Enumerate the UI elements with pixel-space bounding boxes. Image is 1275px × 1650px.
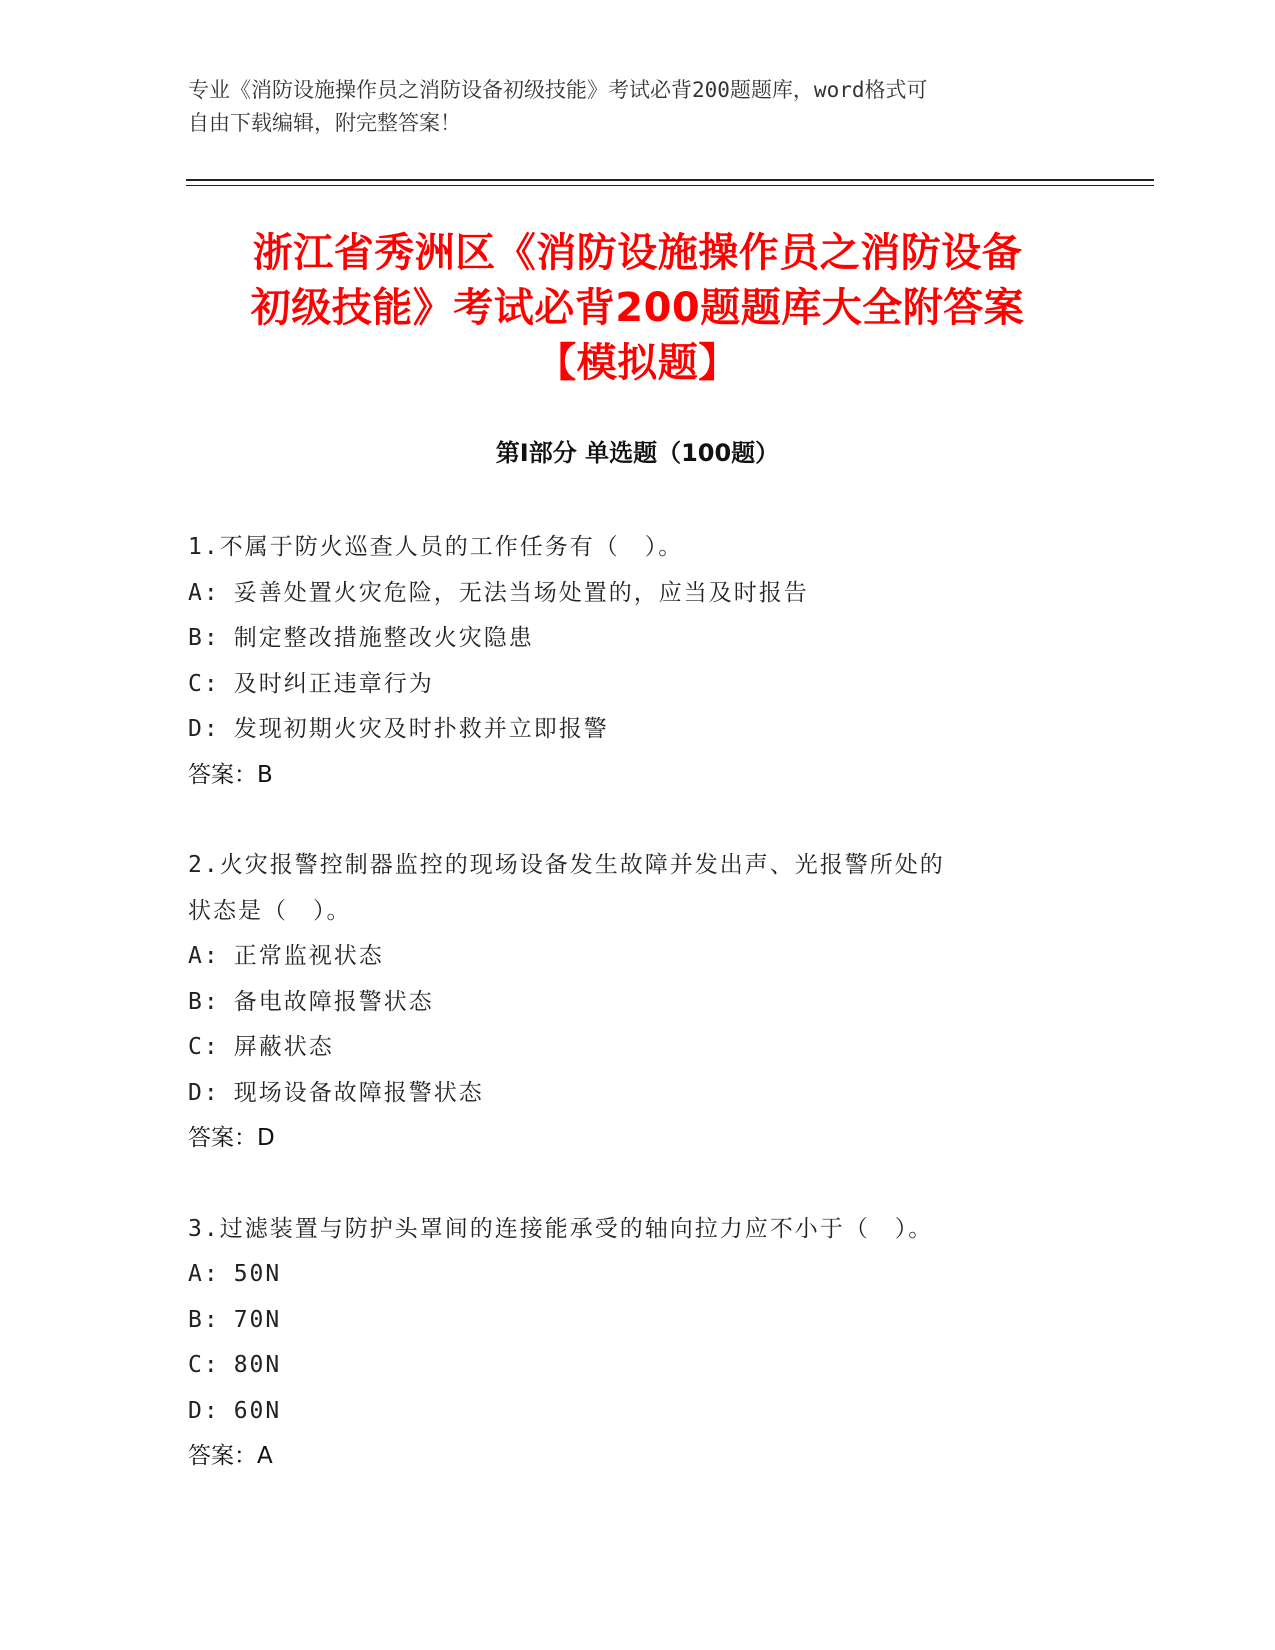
question-list [188, 525, 1088, 1480]
option-letter: D: [188, 1397, 220, 1424]
question-2-option-a [188, 934, 1088, 980]
question-3-stem: 3.过滤装置与防护头罩间的连接能承受的轴向拉力应不小于（ ）。 [188, 1215, 934, 1242]
option-letter: A: [188, 943, 220, 969]
option-text: 制定整改措施整改火灾隐患 [233, 625, 534, 651]
option-text: 屏蔽状态 [233, 1034, 334, 1060]
question-1 [188, 525, 1088, 798]
question-spacer [188, 798, 1088, 843]
option-letter: B: [188, 625, 220, 651]
header-note-line-2: 自由下载编辑，附完整答案！ [188, 111, 461, 135]
question-3-option-d [188, 1389, 1088, 1435]
question-3-option-b [188, 1298, 1088, 1344]
document-title [150, 226, 1125, 391]
question-1-stem: 1.不属于防火巡查人员的工作任务有（ ）。 [188, 534, 684, 560]
question-2-option-b [188, 980, 1088, 1026]
question-3-option-c [188, 1343, 1088, 1389]
option-text: 妥善处置火灾危险，无法当场处置的，应当及时报告 [233, 579, 809, 606]
option-text: 及时纠正违章行为 [233, 670, 434, 697]
question-1-option-a [188, 571, 1088, 617]
option-text: 正常监视状态 [233, 943, 384, 969]
question-spacer [188, 1162, 1088, 1207]
header-note-line-1: 专业《消防设施操作员之消防设备初级技能》考试必背200题题库，word格式可 [188, 78, 928, 102]
option-text: 50N [233, 1261, 282, 1287]
question-2-option-d [188, 1071, 1088, 1117]
document-title-line-2: 初级技能》考试必背200题题库大全附答案 [250, 285, 1025, 331]
question-1-option-b [188, 616, 1088, 662]
option-letter: D: [188, 716, 220, 742]
option-letter: D: [188, 1079, 220, 1106]
section-heading: 第Ⅰ部分 单选题（100题） [495, 439, 780, 467]
question-1-option-d [188, 707, 1088, 753]
option-letter: C: [188, 1352, 220, 1378]
question-3 [188, 1207, 1088, 1480]
header-note [188, 74, 1068, 140]
option-text: 现场设备故障报警状态 [233, 1079, 484, 1106]
header-divider-thick [186, 179, 1154, 181]
option-text: 60N [233, 1397, 282, 1424]
question-2-stem-line-1: 2.火灾报警控制器监控的现场设备发生故障并发出声、光报警所处的 [188, 852, 945, 878]
question-3-option-a [188, 1252, 1088, 1298]
question-2-stem-line-2: 状态是（ ）。 [188, 897, 352, 924]
question-2 [188, 843, 1088, 1162]
question-2-answer: 答案：D [188, 1125, 275, 1151]
option-text: 70N [233, 1306, 282, 1333]
document-title-line-1: 浙江省秀洲区《消防设施操作员之消防设备 [252, 230, 1023, 276]
header-divider-thin [186, 185, 1154, 186]
document-title-line-3: 【模拟题】 [536, 340, 739, 386]
question-1-answer: 答案：B [188, 761, 273, 788]
option-letter: B: [188, 988, 220, 1015]
option-text: 备电故障报警状态 [233, 988, 434, 1015]
option-letter: C: [188, 670, 220, 697]
option-text: 80N [233, 1352, 282, 1378]
option-letter: B: [188, 1306, 220, 1333]
option-letter: A: [188, 1261, 220, 1287]
option-text: 发现初期火灾及时扑救并立即报警 [233, 716, 609, 742]
question-3-answer: 答案：A [188, 1443, 273, 1469]
question-1-option-c [188, 662, 1088, 708]
question-2-option-c [188, 1025, 1088, 1071]
option-letter: A: [188, 579, 220, 606]
option-letter: C: [188, 1034, 220, 1060]
